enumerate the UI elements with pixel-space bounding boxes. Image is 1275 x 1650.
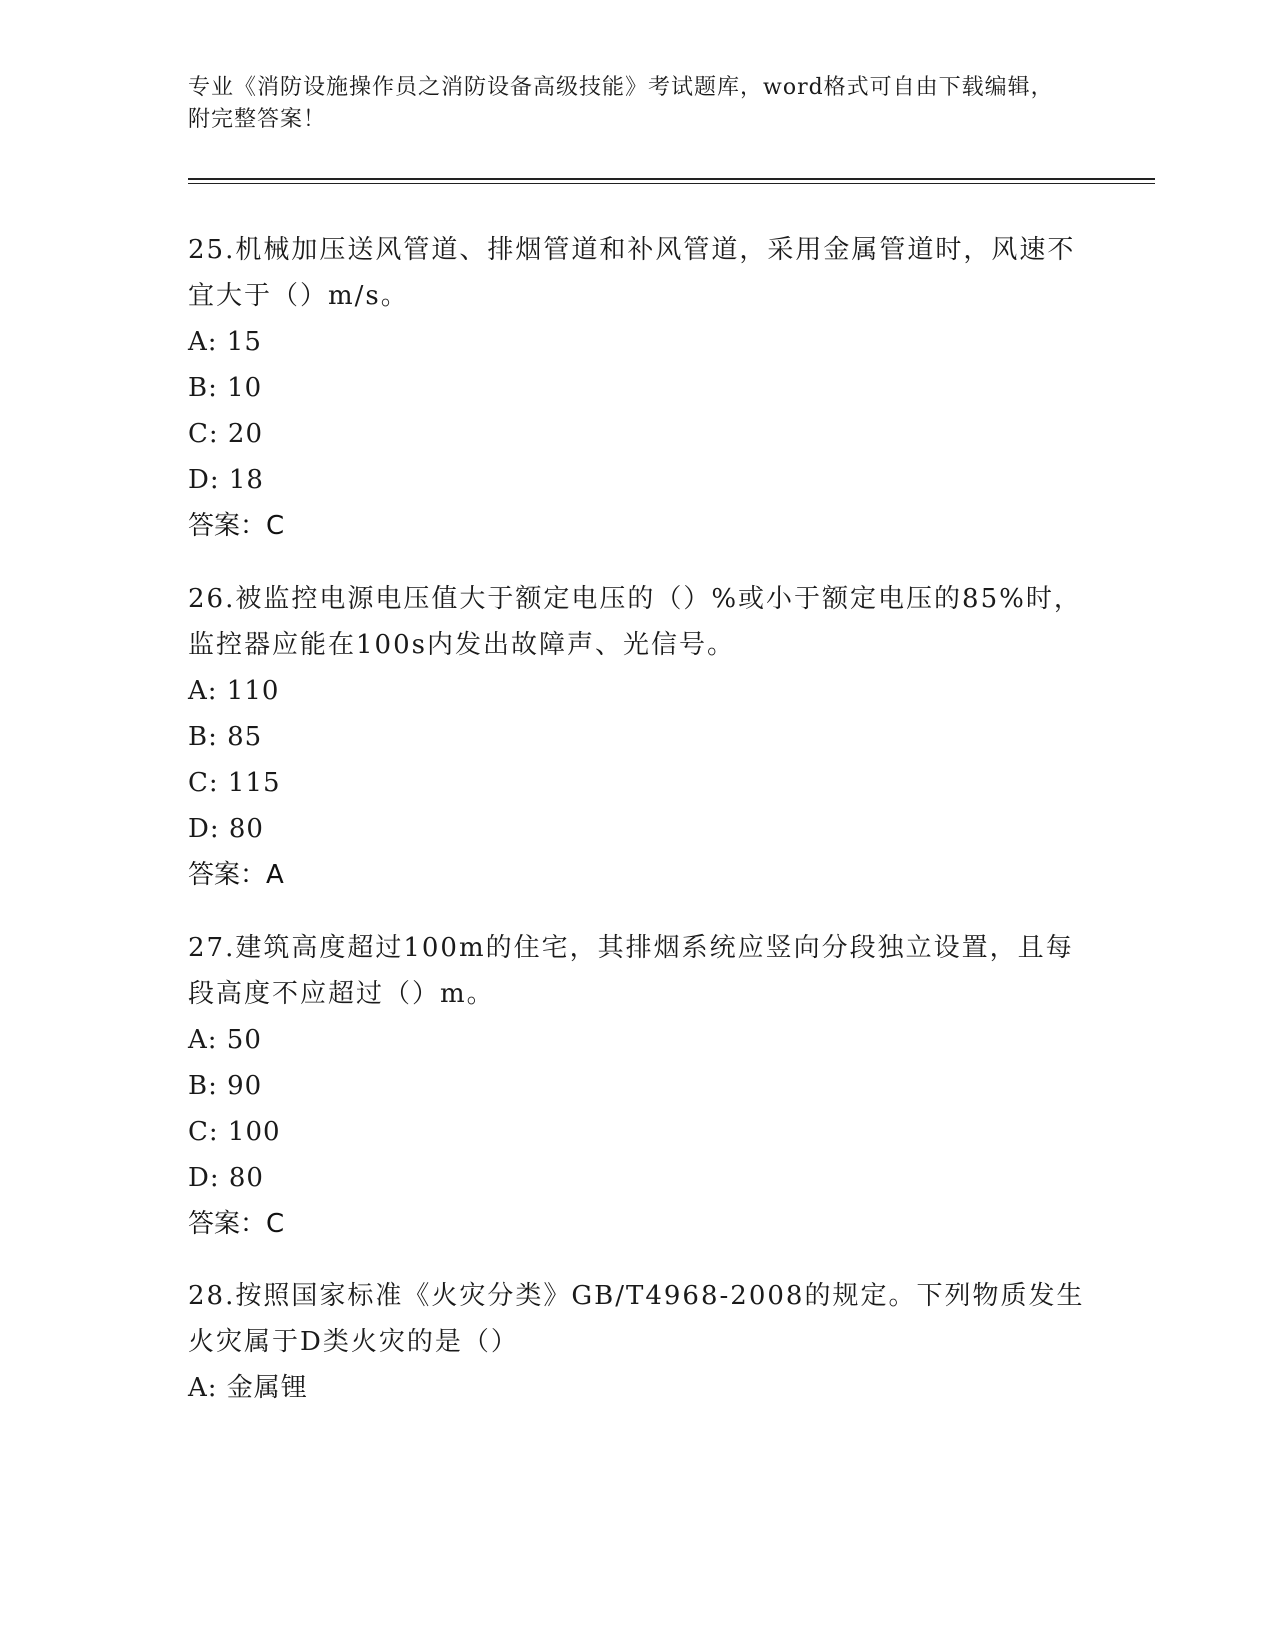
- question-25: [188, 227, 1088, 549]
- option-c: C: 115: [188, 768, 281, 798]
- option-c: C: 100: [188, 1117, 281, 1147]
- option-d: D: 80: [188, 814, 264, 844]
- question-text: 28.按照国家标准《火灾分类》GB/T4968-2008的规定。下列物质发生火灾属于D类火灾的是（）: [188, 1281, 1085, 1357]
- question-text: 26.被监控电源电压值大于额定电压的（）%或小于额定电压的85%时，监控器应能在100s内发出故障声、光信号。: [188, 584, 1082, 660]
- option-a: A: 50: [188, 1025, 262, 1055]
- option-d: D: 18: [188, 465, 264, 495]
- answer: 答案：C: [188, 511, 285, 541]
- document-header: 专业《消防设施操作员之消防设备高级技能》考试题库，word格式可自由下载编辑，附完整答案！: [188, 75, 1054, 132]
- option-b: B: 90: [188, 1071, 263, 1101]
- option-d: D: 80: [188, 1163, 264, 1193]
- option-a: A: 110: [188, 676, 280, 706]
- question-26: [188, 576, 1088, 898]
- option-c: C: 20: [188, 419, 264, 449]
- question-text: 25.机械加压送风管道、排烟管道和补风管道，采用金属管道时，风速不宜大于（）m/s。: [188, 235, 1076, 311]
- question-28: [188, 1273, 1088, 1411]
- question-27: [188, 925, 1088, 1247]
- option-b: B: 85: [188, 722, 263, 752]
- header-divider: [188, 178, 1155, 180]
- answer: 答案：C: [188, 1209, 285, 1239]
- option-b: B: 10: [188, 373, 263, 403]
- question-text: 27.建筑高度超过100m的住宅，其排烟系统应竖向分段独立设置，且每段高度不应超过（）m。: [188, 933, 1074, 1009]
- option-a: A: 金属锂: [188, 1373, 308, 1403]
- option-a: A: 15: [188, 327, 262, 357]
- header-divider-thin: [188, 183, 1155, 184]
- answer: 答案：A: [188, 860, 284, 890]
